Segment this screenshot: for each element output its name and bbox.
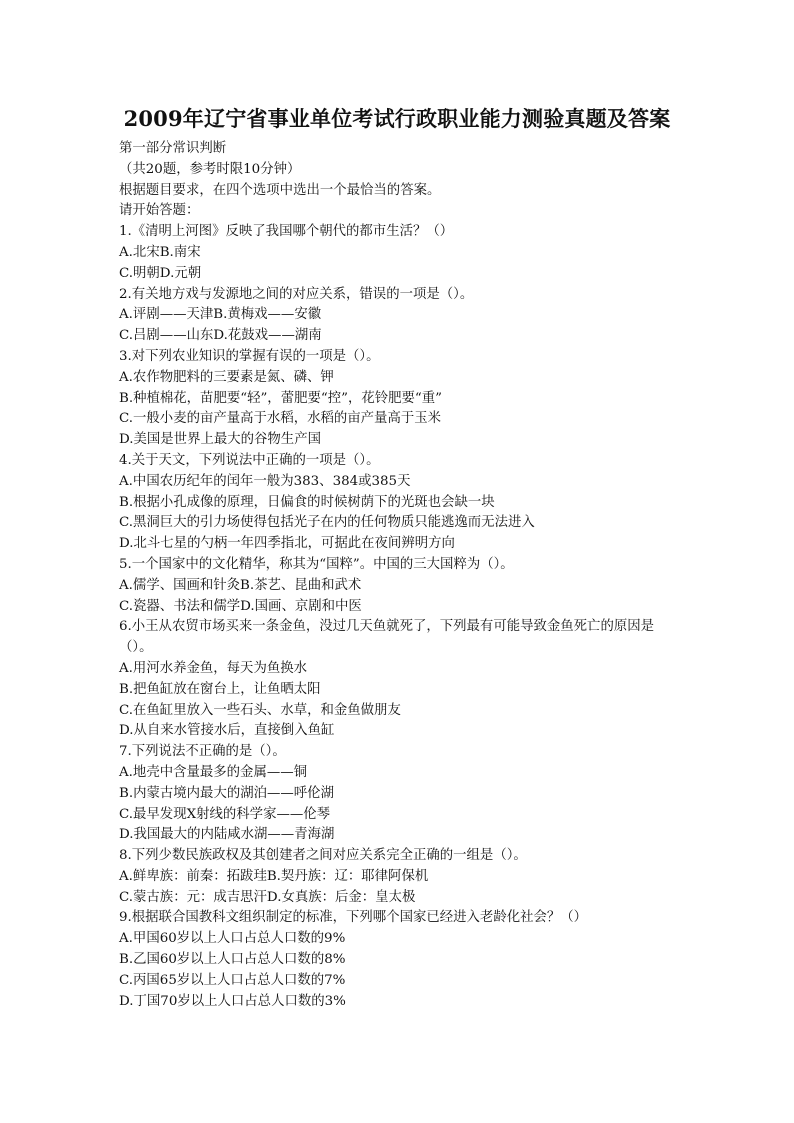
section-heading: 第一部分常识判断 xyxy=(119,141,227,156)
question-2-option: A.评剧——天津B.黄梅戏——安徽 xyxy=(119,307,322,323)
instructions: 根据题目要求，在四个选项中选出一个最恰当的答案。 xyxy=(119,182,441,198)
question-4: 4.关于天文，下列说法中正确的一项是（）。 xyxy=(119,452,380,468)
question-5: 5.一个国家中的文化精华，称其为“国粹”。中国的三大国粹为（）。 xyxy=(119,556,514,572)
question-9-option: D.丁国70岁以上人口占总人口数的3% xyxy=(119,993,346,1009)
question-8: 8.下列少数民族政权及其创建者之间对应关系完全正确的一组是（）。 xyxy=(119,848,527,864)
question-7-option: C.最早发现X射线的科学家——伦琴 xyxy=(119,806,331,822)
question-6-option: D.从自来水管接水后，直接倒入鱼缸 xyxy=(119,723,335,739)
question-9-option: B.乙国60岁以上人口占总人口数的8% xyxy=(119,952,346,968)
question-6-option: C.在鱼缸里放入一些石头、水草，和金鱼做朋友 xyxy=(119,702,401,718)
question-8-option: C.蒙古族：元：成吉思汗D.女真族：后金：皇太极 xyxy=(119,889,416,905)
question-7-option: B.内蒙古境内最大的湖泊——呼伦湖 xyxy=(119,785,334,801)
question-6-option: A.用河水养金鱼，每天为鱼换水 xyxy=(119,660,308,676)
question-4-option: B.根据小孔成像的原理，日偏食的时候树荫下的光斑也会缺一块 xyxy=(119,494,495,510)
question-4-option: C.黑洞巨大的引力场使得包括光子在内的任何物质只能逃逸而无法进入 xyxy=(119,515,535,531)
question-3-option: A.农作物肥料的三要素是氮、磷、钾 xyxy=(119,369,334,385)
start-prompt: 请开始答题： xyxy=(119,203,200,219)
question-4-option: D.北斗七星的勺柄一年四季指北，可据此在夜间辨明方向 xyxy=(119,536,455,552)
question-1-option: C.明朝D.元朝 xyxy=(119,265,202,281)
question-1: 1.《清明上河图》反映了我国哪个朝代的都市生活？（） xyxy=(119,224,454,240)
question-2: 2.有关地方戏与发源地之间的对应关系，错误的一项是（）。 xyxy=(119,286,474,302)
question-7-option: A.地壳中含量最多的金属——铜 xyxy=(119,764,308,780)
question-6-option: B.把鱼缸放在窗台上，让鱼晒太阳 xyxy=(119,681,321,697)
question-3-option: C.一般小麦的亩产量高于水稻，水稻的亩产量高于玉米 xyxy=(119,411,442,427)
question-7: 7.下列说法不正确的是（）。 xyxy=(119,744,286,760)
section-note: （共20题，参考时限10分钟） xyxy=(119,161,301,177)
question-9-option: A.甲国60岁以上人口占总人口数的9% xyxy=(119,931,346,947)
question-9: 9.根据联合国教科文组织制定的标准，下列哪个国家已经进入老龄化社会？（） xyxy=(119,910,588,926)
question-3-option: B.种植棉花，苗肥要“轻”，蕾肥要“控”，花铃肥要“重” xyxy=(119,390,442,406)
question-6: 6.小王从农贸市场买来一条金鱼，没过几天鱼就死了，下列最有可能导致金鱼死亡的原因是（）。 xyxy=(119,619,655,656)
question-3: 3.对下列农业知识的掌握有误的一项是（）。 xyxy=(119,348,380,364)
question-1-option: A.北宋B.南宋 xyxy=(119,244,201,260)
question-9-option: C.丙国65岁以上人口占总人口数的7% xyxy=(119,972,346,988)
question-8-option: A.鲜卑族：前秦：拓跋珪B.契丹族：辽：耶律阿保机 xyxy=(119,868,429,884)
page-title: 2009年辽宁省事业单位考试行政职业能力测验真题及答案 xyxy=(123,106,671,131)
question-5-option: A.儒学、国画和针灸B.茶艺、昆曲和武术 xyxy=(119,577,362,593)
question-4-option: A.中国农历纪年的闰年一般为383、384或385天 xyxy=(119,473,411,489)
question-5-option: C.瓷器、书法和儒学D.国画、京剧和中医 xyxy=(119,598,362,614)
document-body xyxy=(119,139,679,1012)
question-3-option: D.美国是世界上最大的谷物生产国 xyxy=(119,432,321,448)
question-2-option: C.吕剧——山东D.花鼓戏——湖南 xyxy=(119,328,322,344)
question-7-option: D.我国最大的内陆咸水湖——青海湖 xyxy=(119,827,335,843)
